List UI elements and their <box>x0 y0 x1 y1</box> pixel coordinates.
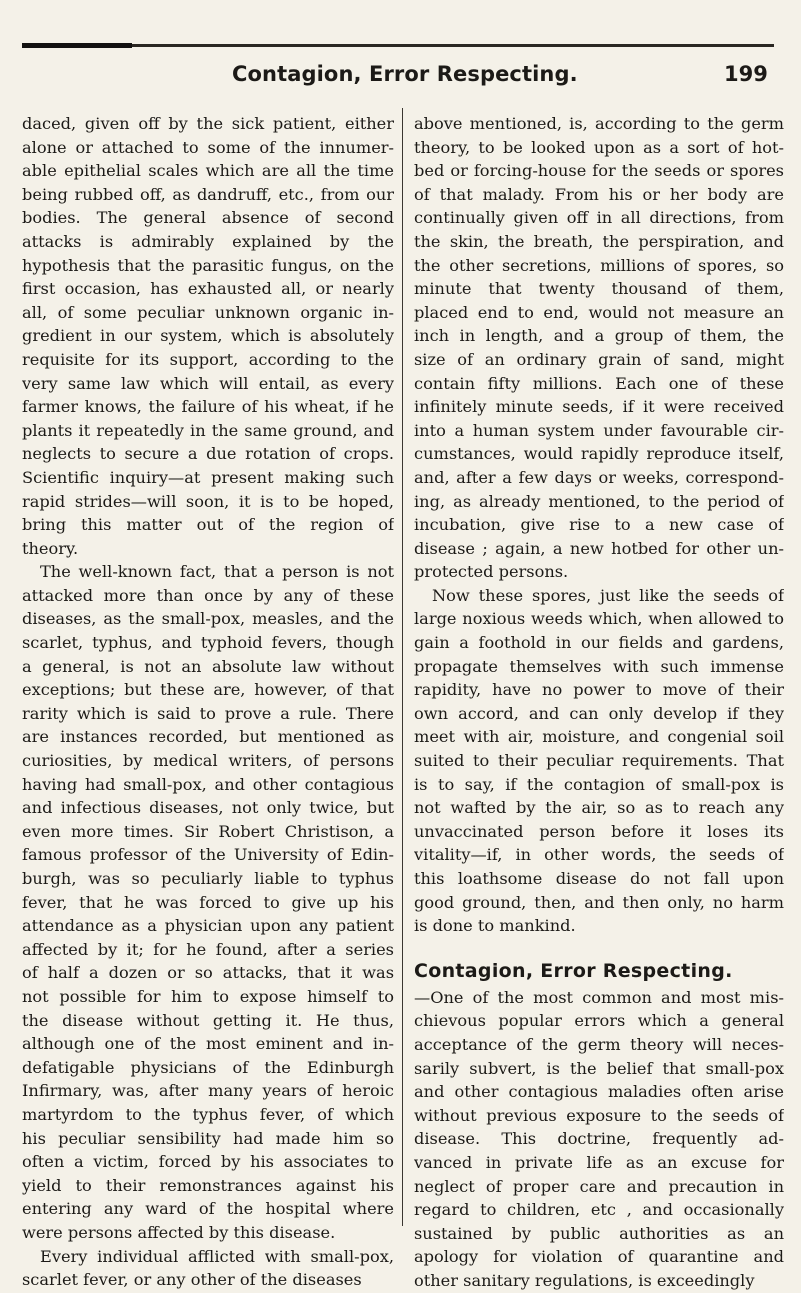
text-line: large noxious weeds which, when allowed to <box>414 609 784 629</box>
text-line: Every individual afflicted with small-pox, <box>40 1246 394 1266</box>
running-head <box>0 62 801 92</box>
text-line: gredient in our system, which is absolutely <box>22 326 394 346</box>
section-body <box>414 986 784 1293</box>
text-line: sustained by public authorities as an <box>414 1223 784 1243</box>
text-line: own accord, and can only develop if they <box>414 703 784 723</box>
text-line: into a human system under favourable cir- <box>414 420 784 440</box>
text-line: gain a foothold in our fields and gardens, <box>414 633 784 653</box>
text-line: above mentioned, is, according to the germ <box>414 114 784 133</box>
text-line: sarily subvert, is the belief that small-pox <box>414 1058 784 1078</box>
section-heading: Contagion, Error Respecting. <box>414 959 733 982</box>
text-line: having had small-pox, and other contagious <box>22 774 394 794</box>
text-line: acceptance of the germ theory will neces- <box>414 1034 784 1054</box>
text-line: and infectious diseases, not only twice, but <box>22 798 394 818</box>
section-gap <box>414 938 784 956</box>
text-line: theory. <box>22 538 79 558</box>
text-line: unvaccinated person before it loses its <box>414 821 784 841</box>
left-column <box>22 112 394 1292</box>
text-line: attacks is admirably explained by the <box>22 231 394 251</box>
text-line: cumstances, would rapidly reproduce itself, <box>414 444 784 464</box>
text-line: able epithelial scales which are all the time <box>22 161 394 181</box>
text-line: diseases, as the small-pox, measles, and the <box>22 609 394 629</box>
text-line: although one of the most eminent and in- <box>22 1034 394 1054</box>
text-line: all, of some peculiar unknown organic in- <box>22 302 394 322</box>
text-line: Now these spores, just like the seeds of <box>432 585 784 605</box>
text-line: scarlet fever, or any other of the diseases <box>22 1270 362 1290</box>
text-line: entering any ward of the hospital where <box>22 1199 394 1219</box>
column-rule <box>402 108 403 1226</box>
text-line: of that malady. From his or her body are <box>414 184 784 204</box>
text-line: often a victim, forced by his associates to <box>22 1152 394 1172</box>
text-line: good ground, then, and then only, no harm <box>414 892 784 912</box>
text-line: rarity which is said to prove a rule. There <box>22 703 394 723</box>
text-line: being rubbed off, as dandruff, etc., from our <box>22 184 394 204</box>
text-line: placed end to end, would not measure an <box>414 302 784 322</box>
text-line: bed or forcing-house for the seeds or spores <box>414 161 784 181</box>
text-line: size of an ordinary grain of sand, might <box>414 349 784 369</box>
text-line: chievous popular errors which a general <box>414 1011 784 1031</box>
text-line: incubation, give rise to a new case of <box>414 515 784 535</box>
text-line: theory, to be looked upon as a sort of hot- <box>414 137 784 157</box>
text-line: bodies. The general absence of second <box>22 208 394 228</box>
right-column-body <box>414 112 784 938</box>
text-line: inch in length, and a group of them, the <box>414 326 784 346</box>
text-line: continually given off in all directions, from <box>414 208 784 228</box>
text-line: first occasion, has exhausted all, or nearly <box>22 279 394 299</box>
text-line: Scientific inquiry—at present making such <box>22 467 394 487</box>
text-line: were persons affected by this disease. <box>22 1222 336 1242</box>
text-line: affected by it; for he found, after a series <box>22 939 394 959</box>
text-line: a general, is not an absolute law without <box>22 656 394 676</box>
right-column <box>414 112 784 1293</box>
text-line: regard to children, etc , and occasionally <box>414 1200 784 1220</box>
text-line: neglects to secure a due rotation of crops. <box>22 444 394 464</box>
text-line: and other contagious maladies often arise <box>414 1082 784 1102</box>
text-line: daced, given off by the sick patient, either <box>22 114 394 133</box>
text-line: neglect of proper care and precaution in <box>414 1176 784 1196</box>
text-line: propagate themselves with such immense <box>414 656 784 676</box>
text-line: ing, as already mentioned, to the period of <box>414 491 784 511</box>
text-line: rapid strides—will soon, it is to be hoped, <box>22 491 394 511</box>
text-line: yield to their remonstrances against his <box>22 1175 394 1195</box>
text-line: attendance as a physician upon any patient <box>22 916 394 936</box>
text-line: the skin, the breath, the perspiration, and <box>414 231 784 251</box>
text-line: of half a dozen or so attacks, that it was <box>22 963 394 983</box>
text-line: even more times. Sir Robert Christison, a <box>22 821 394 841</box>
text-line: bring this matter out of the region of <box>22 515 394 535</box>
text-line: scarlet, typhus, and typhoid fevers, though <box>22 633 394 653</box>
text-line: The well-known fact, that a person is not <box>40 562 394 582</box>
text-line: are instances recorded, but mentioned as <box>22 727 394 747</box>
page-number: 199 <box>724 62 768 86</box>
text-line: disease. This doctrine, frequently ad- <box>414 1129 784 1149</box>
text-line: martyrdom to the typhus fever, of which <box>22 1104 394 1124</box>
text-line: protected persons. <box>414 562 569 582</box>
text-line: minute that twenty thousand of them, <box>414 279 784 299</box>
text-line: the disease without getting it. He thus, <box>22 1010 394 1030</box>
text-line: is done to mankind. <box>414 916 576 936</box>
text-line: not possible for him to expose himself to <box>22 986 394 1006</box>
text-line: exceptions; but these are, however, of that <box>22 680 394 700</box>
text-line: hypothesis that the parasitic fungus, on the <box>22 255 394 275</box>
text-line: infinitely minute seeds, if it were received <box>414 397 784 417</box>
text-line: burgh, was so peculiarly liable to typhus <box>22 869 394 888</box>
text-line: contain fifty millions. Each one of these <box>414 373 784 393</box>
text-line: and, after a few days or weeks, correspond- <box>414 467 784 487</box>
text-line: apology for violation of quarantine and <box>414 1247 784 1267</box>
text-line: vanced in private life as an excuse for <box>414 1152 784 1172</box>
top-rule <box>22 44 774 47</box>
text-line: suited to their peculiar requirements. That <box>414 751 784 771</box>
text-line: disease ; again, a new hotbed for other un- <box>414 538 784 558</box>
text-line: fever, that he was forced to give up his <box>22 892 394 912</box>
text-line: very same law which will entail, as every <box>22 373 394 393</box>
text-line: alone or attached to some of the innumer- <box>22 137 394 157</box>
text-line: attacked more than once by any of these <box>22 585 394 605</box>
text-line: —One of the most common and most mis- <box>414 987 784 1007</box>
text-line: defatigable physicians of the Edinburgh <box>22 1057 394 1077</box>
text-line: the other secretions, millions of spores, so <box>414 255 784 275</box>
text-line: meet with air, moisture, and congenial soil <box>414 727 784 747</box>
text-line: famous professor of the University of Edin- <box>22 845 394 865</box>
text-line: this loathsome disease do not fall upon <box>414 869 784 888</box>
text-line: requisite for its support, according to the <box>22 349 394 369</box>
text-line: without previous exposure to the seeds of <box>414 1105 784 1125</box>
text-line: vitality—if, in other words, the seeds of <box>414 845 784 865</box>
top-rule-accent <box>22 43 132 48</box>
text-line: plants it repeatedly in the same ground, and <box>22 420 394 440</box>
text-line: his peculiar sensibility had made him so <box>22 1128 394 1148</box>
running-title: Contagion, Error Respecting. <box>232 62 578 86</box>
text-line: curiosities, by medical writers, of persons <box>22 751 394 771</box>
text-line: rapidity, have no power to move of their <box>414 680 784 700</box>
text-line: Infirmary, was, after many years of heroic <box>22 1081 394 1101</box>
text-line: other sanitary regulations, is exceedingly <box>414 1270 755 1290</box>
text-line: farmer knows, the failure of his wheat, if he <box>22 397 394 417</box>
text-line: is to say, if the contagion of small-pox is <box>414 774 784 794</box>
section-heading-line <box>414 956 784 986</box>
text-line: not wafted by the air, so as to reach any <box>414 798 784 818</box>
